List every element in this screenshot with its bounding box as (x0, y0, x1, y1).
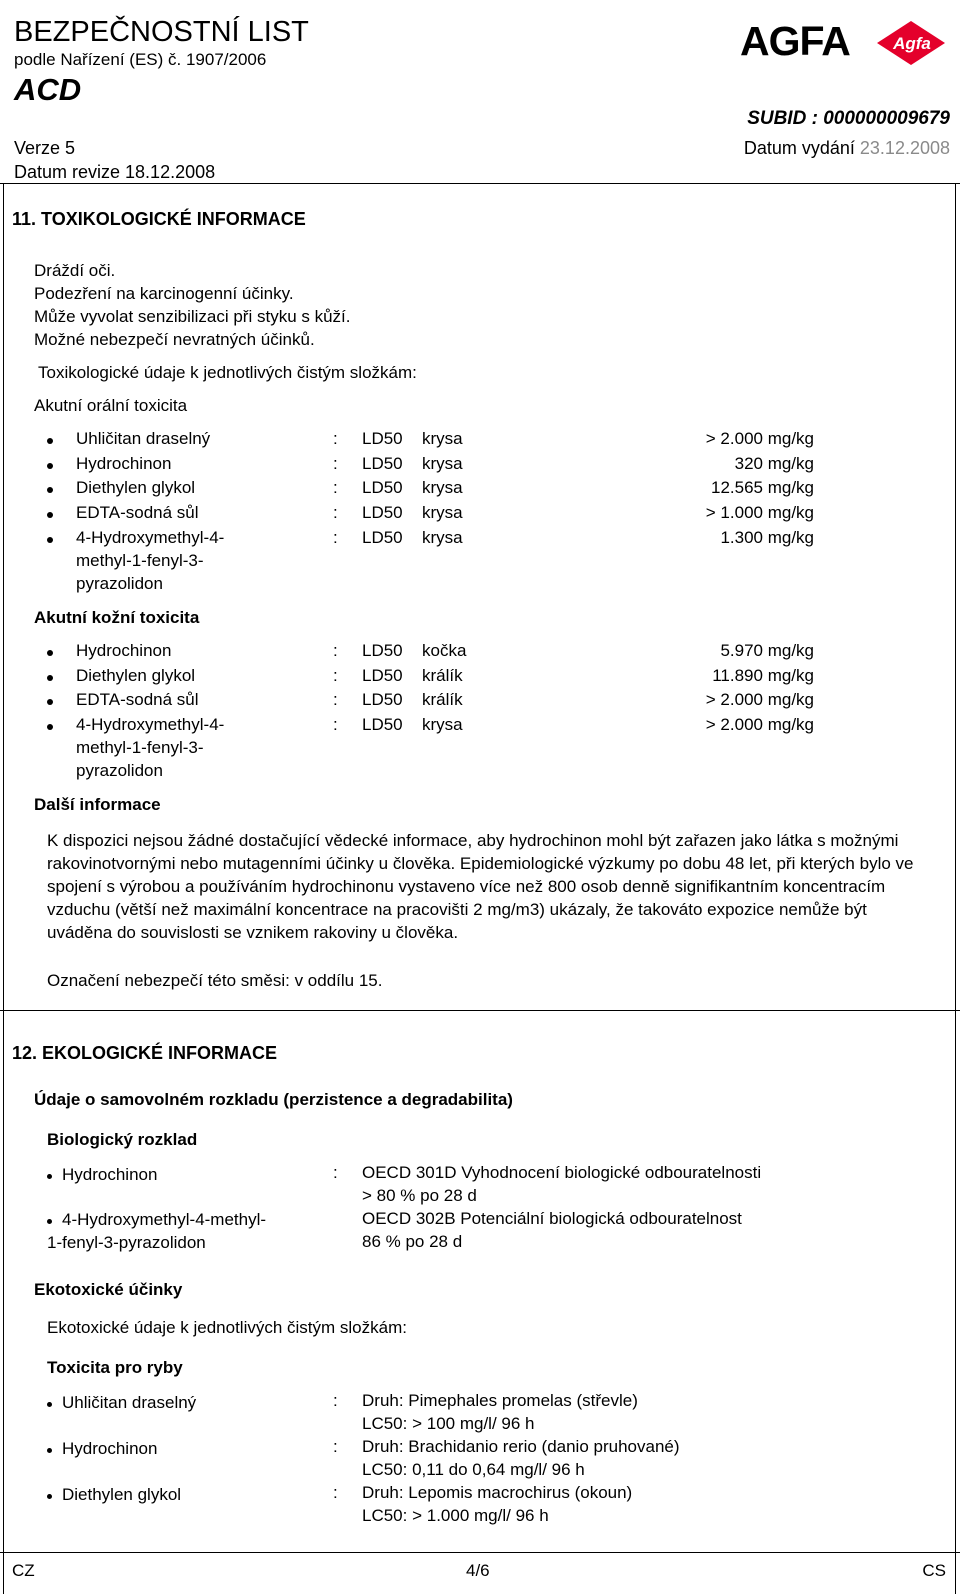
species: kočka (422, 641, 467, 660)
bullet-icon (47, 724, 53, 730)
issue-date-value: 23.12.2008 (859, 138, 950, 158)
colon: : (333, 1483, 338, 1502)
test-type: LD50 (362, 641, 403, 660)
substance-name: Hydrochinon (62, 1439, 158, 1458)
ecotox-intro: Ekotoxické údaje k jednotlivých čistým složkám: (47, 1318, 407, 1337)
species: krysa (422, 503, 463, 522)
subid: SUBID : 000000009679 (747, 108, 950, 129)
colon: : (333, 1391, 338, 1410)
colon: : (333, 715, 338, 734)
substance-name: 4-Hydroxymethyl-4- (76, 528, 225, 547)
substance-name: Uhličitan draselný (76, 429, 211, 448)
result: > 80 % po 28 d (362, 1186, 477, 1205)
test-type: LD50 (362, 690, 403, 709)
logo-wordmark: AGFA (740, 18, 850, 64)
test-type: LD50 (362, 478, 403, 497)
bullet-icon (47, 438, 53, 444)
method: OECD 301D Vyhodnocení biologické odbouratelnosti (362, 1163, 762, 1182)
agfa-logo (740, 18, 948, 66)
species: krysa (422, 478, 463, 497)
test-type: LD50 (362, 503, 403, 522)
fish-toxicity-heading: Toxicita pro ryby (47, 1358, 183, 1377)
agfa-badge-icon (876, 20, 946, 66)
bullet-icon (47, 1219, 52, 1224)
version: Verze 5 (14, 138, 76, 158)
footer-language: CS (922, 1561, 946, 1580)
ld50-value: > 2.000 mg/kg (705, 429, 814, 448)
bullet-icon (47, 487, 53, 493)
lc50-value: LC50: > 1.000 mg/l/ 96 h (362, 1506, 549, 1525)
revision-date: Datum revize 18.12.2008 (14, 162, 216, 182)
hazard-line: Podezření na karcinogenní účinky. (34, 284, 294, 303)
result: 86 % po 28 d (362, 1232, 463, 1251)
page-number: 4/6 (466, 1561, 490, 1580)
oral-toxicity-heading: Akutní orální toxicita (34, 396, 188, 415)
species: králík (422, 666, 463, 685)
section-12-title: 12. EKOLOGICKÉ INFORMACE (12, 1043, 278, 1063)
bullet-icon (47, 650, 53, 656)
colon: : (333, 478, 338, 497)
logo-badge-text: Agfa (893, 34, 931, 53)
substance-name: Hydrochinon (62, 1165, 158, 1184)
persistence-heading: Údaje o samovolném rozkladu (perzistence a degradabilita) (34, 1090, 513, 1109)
header-rule (0, 183, 960, 184)
substance-name: methyl-1-fenyl-3- (76, 738, 204, 757)
other-info-text: K dispozici nejsou žádné dostačující vědecké informace, aby hydrochinon mohl být zařazen jako látka s možnými rakovinotvornými nebo mutagenními účinky u člověka. Epidemiologické výzkumy po dobu 48 let, při kterých bylo ve spojení s výrobou a používáním hydrochinonu vystaveno více než 800 osob denně signifikantním koncentracím vzduchu (větší než maximální koncentrace na pracovišti 2 mg/m3) ukázaly, že takováto expozice nemůže být uváděna do souvislosti se vznikem rakoviny u člověka. (47, 831, 914, 942)
substance-name: Hydrochinon (76, 641, 172, 660)
bullet-icon (47, 512, 53, 518)
biodegradation-heading: Biologický rozklad (47, 1130, 198, 1149)
ld50-value: 5.970 mg/kg (720, 641, 814, 660)
colon: : (333, 528, 338, 547)
ld50-value: 1.300 mg/kg (720, 528, 814, 547)
section-11-title: 11. TOXIKOLOGICKÉ INFORMACE (12, 209, 306, 229)
substance-name: pyrazolidon (76, 761, 163, 780)
substance-name: EDTA-sodná sůl (76, 690, 199, 709)
ecotox-heading: Ekotoxické účinky (34, 1280, 183, 1299)
species: Druh: Pimephales promelas (střevle) (362, 1391, 638, 1410)
document-title: BEZPEČNOSTNÍ LIST (14, 16, 309, 48)
bullet-icon (47, 1448, 52, 1453)
ld50-value: > 1.000 mg/kg (705, 503, 814, 522)
species: krysa (422, 429, 463, 448)
bullet-icon (47, 537, 53, 543)
right-border (955, 184, 956, 1594)
colon: : (333, 690, 338, 709)
left-border (3, 184, 4, 1594)
colon: : (333, 641, 338, 660)
test-type: LD50 (362, 715, 403, 734)
substance-name: Hydrochinon (76, 454, 172, 473)
species: krysa (422, 528, 463, 547)
colon: : (333, 666, 338, 685)
test-type: LD50 (362, 454, 403, 473)
substance-name: methyl-1-fenyl-3- (76, 551, 204, 570)
footer-rule (0, 1552, 960, 1553)
test-type: LD50 (362, 528, 403, 547)
ld50-value: > 2.000 mg/kg (705, 690, 814, 709)
test-type: LD50 (362, 429, 403, 448)
section-divider (0, 1010, 960, 1011)
issue-date (744, 138, 950, 159)
bullet-icon (47, 1402, 52, 1407)
hazard-line: Dráždí oči. (34, 261, 116, 280)
substance-name: 4-Hydroxymethyl-4- (76, 715, 225, 734)
substance-name: Diethylen glykol (76, 666, 196, 685)
ld50-value: > 2.000 mg/kg (705, 715, 814, 734)
bullet-icon (47, 699, 53, 705)
substance-name: Diethylen glykol (62, 1485, 182, 1504)
bullet-icon (47, 675, 53, 681)
colon: : (333, 503, 338, 522)
regulation-text: podle Nařízení (ES) č. 1907/2006 (14, 50, 267, 69)
test-type: LD50 (362, 666, 403, 685)
substance-name: 4-Hydroxymethyl-4-methyl- (62, 1210, 267, 1229)
species: králík (422, 690, 463, 709)
substance-name: EDTA-sodná sůl (76, 503, 199, 522)
colon: : (333, 429, 338, 448)
issue-date-label: Datum vydání (743, 138, 855, 158)
substance-name: pyrazolidon (76, 574, 163, 593)
ld50-value: 12.565 mg/kg (710, 478, 814, 497)
colon: : (333, 454, 338, 473)
species: Druh: Lepomis macrochirus (okoun) (362, 1483, 633, 1502)
ld50-value: 11.890 mg/kg (712, 666, 814, 685)
substance-name: Uhličitan draselný (62, 1393, 197, 1412)
footer-country: CZ (12, 1561, 35, 1580)
substance-name: 1-fenyl-3-pyrazolidon (47, 1233, 206, 1252)
bullet-icon (47, 1494, 52, 1499)
lc50-value: LC50: 0,11 do 0,64 mg/l/ 96 h (362, 1460, 585, 1479)
bullet-icon (47, 463, 53, 469)
colon: : (333, 1437, 338, 1456)
hazard-line: Možné nebezpečí nevratných účinků. (34, 330, 315, 349)
hazard-line: Může vyvolat senzibilizaci při styku s kůží. (34, 307, 351, 326)
species: krysa (422, 715, 463, 734)
lc50-value: LC50: > 100 mg/l/ 96 h (362, 1414, 535, 1433)
hazard-note: Označení nebezpečí této směsi: v oddílu 15. (47, 971, 383, 990)
bullet-icon (47, 1174, 52, 1179)
toxicology-intro: Toxikologické údaje k jednotlivých čistým složkám: (38, 363, 417, 382)
species: Druh: Brachidanio rerio (danio pruhované) (362, 1437, 680, 1456)
product-name: ACD (14, 72, 82, 107)
substance-name: Diethylen glykol (76, 478, 196, 497)
other-info-heading: Další informace (34, 795, 161, 814)
colon: : (333, 1163, 338, 1182)
method: OECD 302B Potenciální biologická odbouratelnost (362, 1209, 742, 1228)
species: krysa (422, 454, 463, 473)
dermal-toxicity-heading: Akutní kožní toxicita (34, 608, 200, 627)
ld50-value: 320 mg/kg (734, 454, 814, 473)
